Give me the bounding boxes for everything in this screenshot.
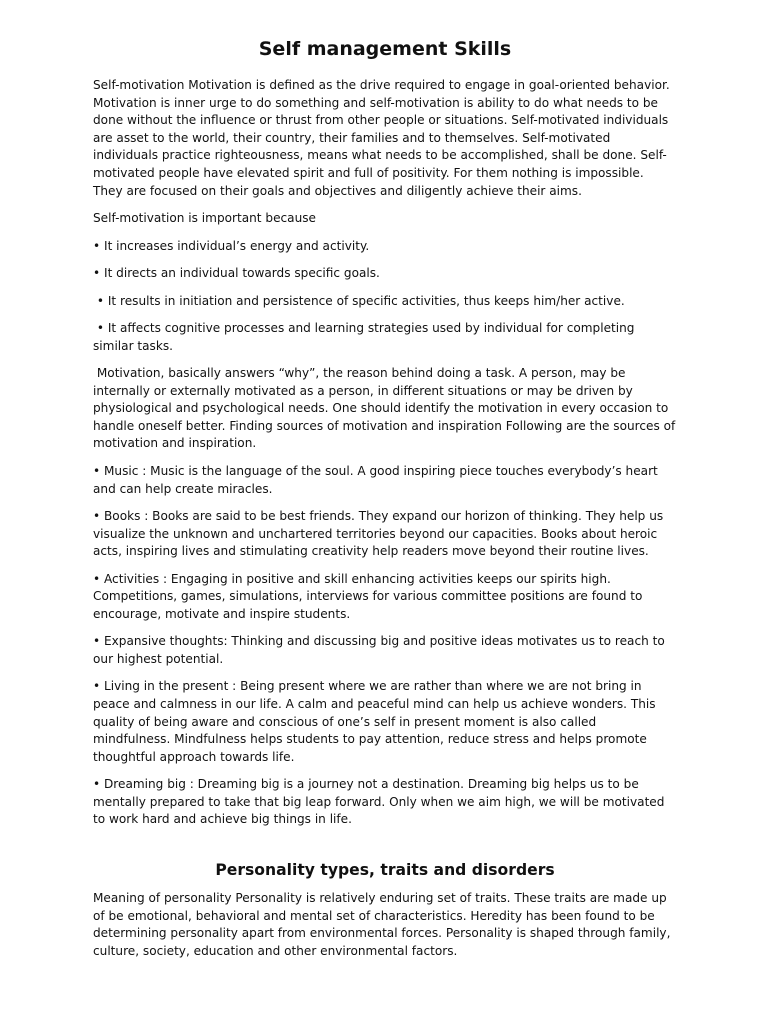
reason-item: [93, 238, 677, 256]
page-title: Self management Skills: [258, 38, 512, 60]
source-text: Expansive thoughts: Thinking and discussing big and positive ideas motivates us to reach to our highest potential.: [93, 634, 665, 666]
source-item: [93, 571, 677, 624]
section-title: Personality types, traits and disorders: [215, 860, 555, 879]
source-item: [93, 776, 677, 829]
source-text: Dreaming big : Dreaming big is a journey not a destination. Dreaming big helps us to be mentally prepared to take that big leap forward. Only when we aim high, we will be motivated to work hard and achieve big things in life.: [93, 777, 665, 827]
personality-paragraph: Meaning of personality Personality is relatively enduring set of traits. These traits are made up of be emotional, behavioral and mental set of characteristics. Heredity has been found to be determining personality apart from environmental forces. Personality is shaped through family, culture, society, education and other environmental factors.: [93, 890, 671, 958]
bullet-icon: •: [93, 679, 101, 694]
motivation-paragraph: Motivation, basically answers “why”, the reason behind doing a task. A person, may be internally or externally motivated as a person, in different situations or may be driven by physiological and psychological needs. One should identify the motivation in every occasion to handle oneself better. Finding sources of motivation and inspiration Following are the sources of motivation and inspiration.: [93, 366, 680, 451]
bullet-icon: •: [93, 634, 101, 649]
bullet-icon: •: [93, 463, 101, 478]
bullet-icon: •: [96, 293, 104, 308]
bullet-icon: •: [93, 571, 101, 586]
reason-text: It results in initiation and persistence of specific activities, thus keeps him/her active.: [107, 293, 625, 308]
source-item: [93, 633, 677, 668]
source-text: Living in the present : Being present where we are rather than where we are not bring in peace and calmness in our life. A calm and peaceful mind can help us achieve wonders. This quality of being aware and conscious of one’s self in present moment is also called mindfulness. Mindfulness helps students to pay attention, reduce stress and helps promote thoughtful approach towards life.: [93, 679, 656, 764]
reason-text: It affects cognitive processes and learning strategies used by individual for completing similar tasks.: [93, 320, 639, 353]
source-item: [93, 463, 677, 498]
intro-paragraph: Self-motivation Motivation is defined as the drive required to engage in goal-oriented behavior. Motivation is inner urge to do something and self-motivation is ability to do what needs to be done without the influence or thrust from other people or situations. Self-motivated individuals are asset to the world, their country, their families and to themselves. Self-motivated individuals practice righteousness, means what needs to be accomplished, shall be done. Self-motivated people have elevated spirit and full of positivity. For them nothing is impossible. They are focused on their goals and objectives and diligently achieve their aims.: [93, 78, 670, 198]
source-item: [93, 678, 677, 766]
bullet-icon: •: [93, 266, 101, 281]
section-spacer: [93, 839, 677, 859]
reason-text: It directs an individual towards specific goals.: [104, 266, 380, 281]
bullet-icon: •: [93, 238, 101, 253]
source-text: Music : Music is the language of the soul. A good inspiring piece touches everybody’s heart and can help create miracles.: [93, 463, 658, 496]
reason-item: [93, 265, 677, 283]
source-item: [93, 508, 677, 561]
bullet-icon: •: [96, 320, 104, 335]
reason-item: [93, 293, 677, 311]
source-text: Books : Books are said to be best friends. They expand our horizon of thinking. They help us visualize the unknown and unchartered territories beyond our capacities. Books about heroic acts, inspiring lives and stimulating creativity help readers move beyond their routine lives.: [93, 509, 664, 559]
reason-text: It increases individual’s energy and activity.: [104, 238, 370, 253]
document-content: [93, 36, 680, 970]
important-heading: Self-motivation is important because: [93, 211, 316, 226]
source-text: Activities : Engaging in positive and skill enhancing activities keeps our spirits high. Competitions, games, simulations, interviews for various committee positions are found to encourage, motivate and inspire students.: [93, 571, 643, 621]
bullet-icon: •: [93, 777, 101, 792]
bullet-icon: •: [93, 509, 101, 523]
reason-item: [93, 320, 677, 355]
